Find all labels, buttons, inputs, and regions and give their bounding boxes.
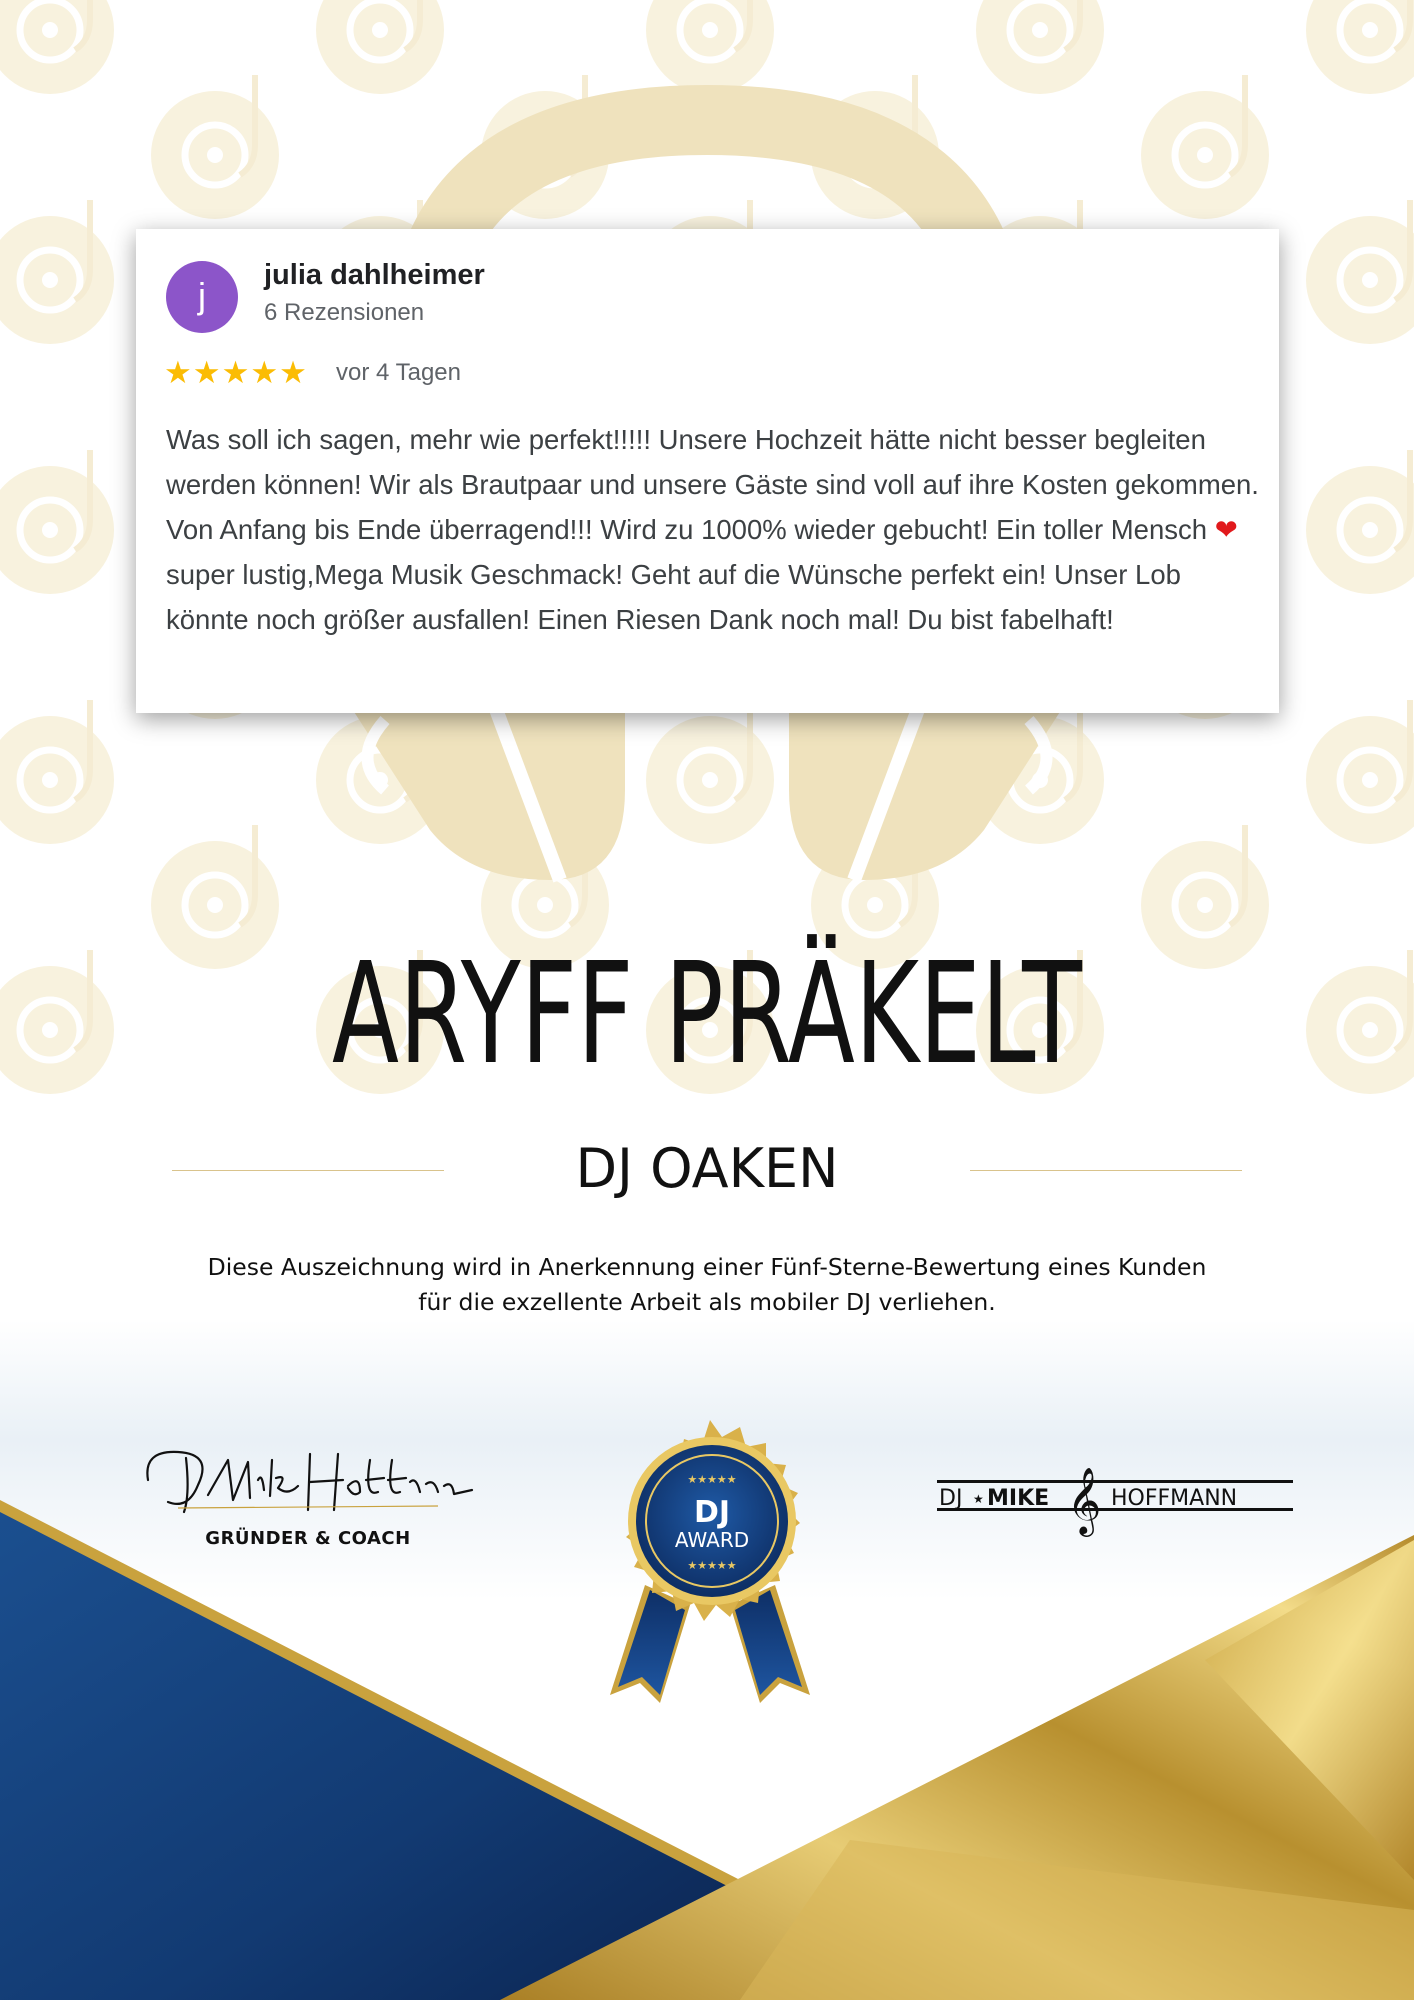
logo-text-hoffmann: HOFFMANN bbox=[1111, 1486, 1238, 1511]
star-rating: ★★★★★ bbox=[164, 355, 308, 391]
heart-emoji: ❤ bbox=[1214, 514, 1238, 545]
review-screenshot-card bbox=[136, 229, 1279, 713]
award-subtitle: DJ OAKEN bbox=[575, 1137, 839, 1200]
badge-label-dj: DJ bbox=[693, 1495, 731, 1530]
reviewer-name: julia dahlheimer bbox=[264, 259, 485, 291]
award-description: Diese Auszeichnung wird in Anerkennung einer Fünf-Sterne-Bewertung eines Kunden für die exzellente Arbeit als mobiler DJ verliehen. bbox=[207, 1253, 1207, 1316]
review-text bbox=[166, 417, 1261, 642]
divider-right bbox=[970, 1170, 1242, 1171]
badge-top-stars: ★★★★★ bbox=[687, 1473, 737, 1486]
signer-role: GRÜNDER & COACH bbox=[205, 1528, 411, 1549]
badge-label-award: AWARD bbox=[674, 1528, 750, 1552]
review-date: vor 4 Tagen bbox=[336, 359, 461, 386]
review-text-part2: super lustig,Mega Musik Geschmack! Geht auf die Wünsche perfekt ein! Unser Lob könnte noch größer ausfallen! Einen Riesen Dank noch mal! Du bist fabelhaft! bbox=[166, 559, 1181, 635]
logo-text-dj: DJ bbox=[939, 1486, 963, 1511]
dj-mike-hoffmann-logo bbox=[935, 1450, 1295, 1540]
recipient-name: ARYFF PRÄKELT bbox=[331, 933, 1083, 1096]
handwritten-signature bbox=[138, 1440, 478, 1520]
logo-text-mike: MIKE bbox=[987, 1486, 1050, 1511]
reviewer-review-count: 6 Rezensionen bbox=[264, 299, 425, 326]
reviewer-avatar: j bbox=[166, 261, 238, 333]
treble-clef-icon: 𝄞 bbox=[1067, 1466, 1102, 1534]
logo-star: ★ bbox=[973, 1492, 984, 1506]
badge-bottom-stars: ★★★★★ bbox=[687, 1559, 737, 1572]
review-text-part1: Was soll ich sagen, mehr wie perfekt!!!!! Unsere Hochzeit hätte nicht besser begleiten werden können! Wir als Brautpaar und unsere Gäste sind voll auf ihre Kosten gekommen. Von Anfang bis Ende überragend!!! Wird zu 1000% wieder gebucht! Ein toller Mensch bbox=[166, 424, 1259, 545]
dj-award-badge bbox=[590, 1415, 830, 1705]
